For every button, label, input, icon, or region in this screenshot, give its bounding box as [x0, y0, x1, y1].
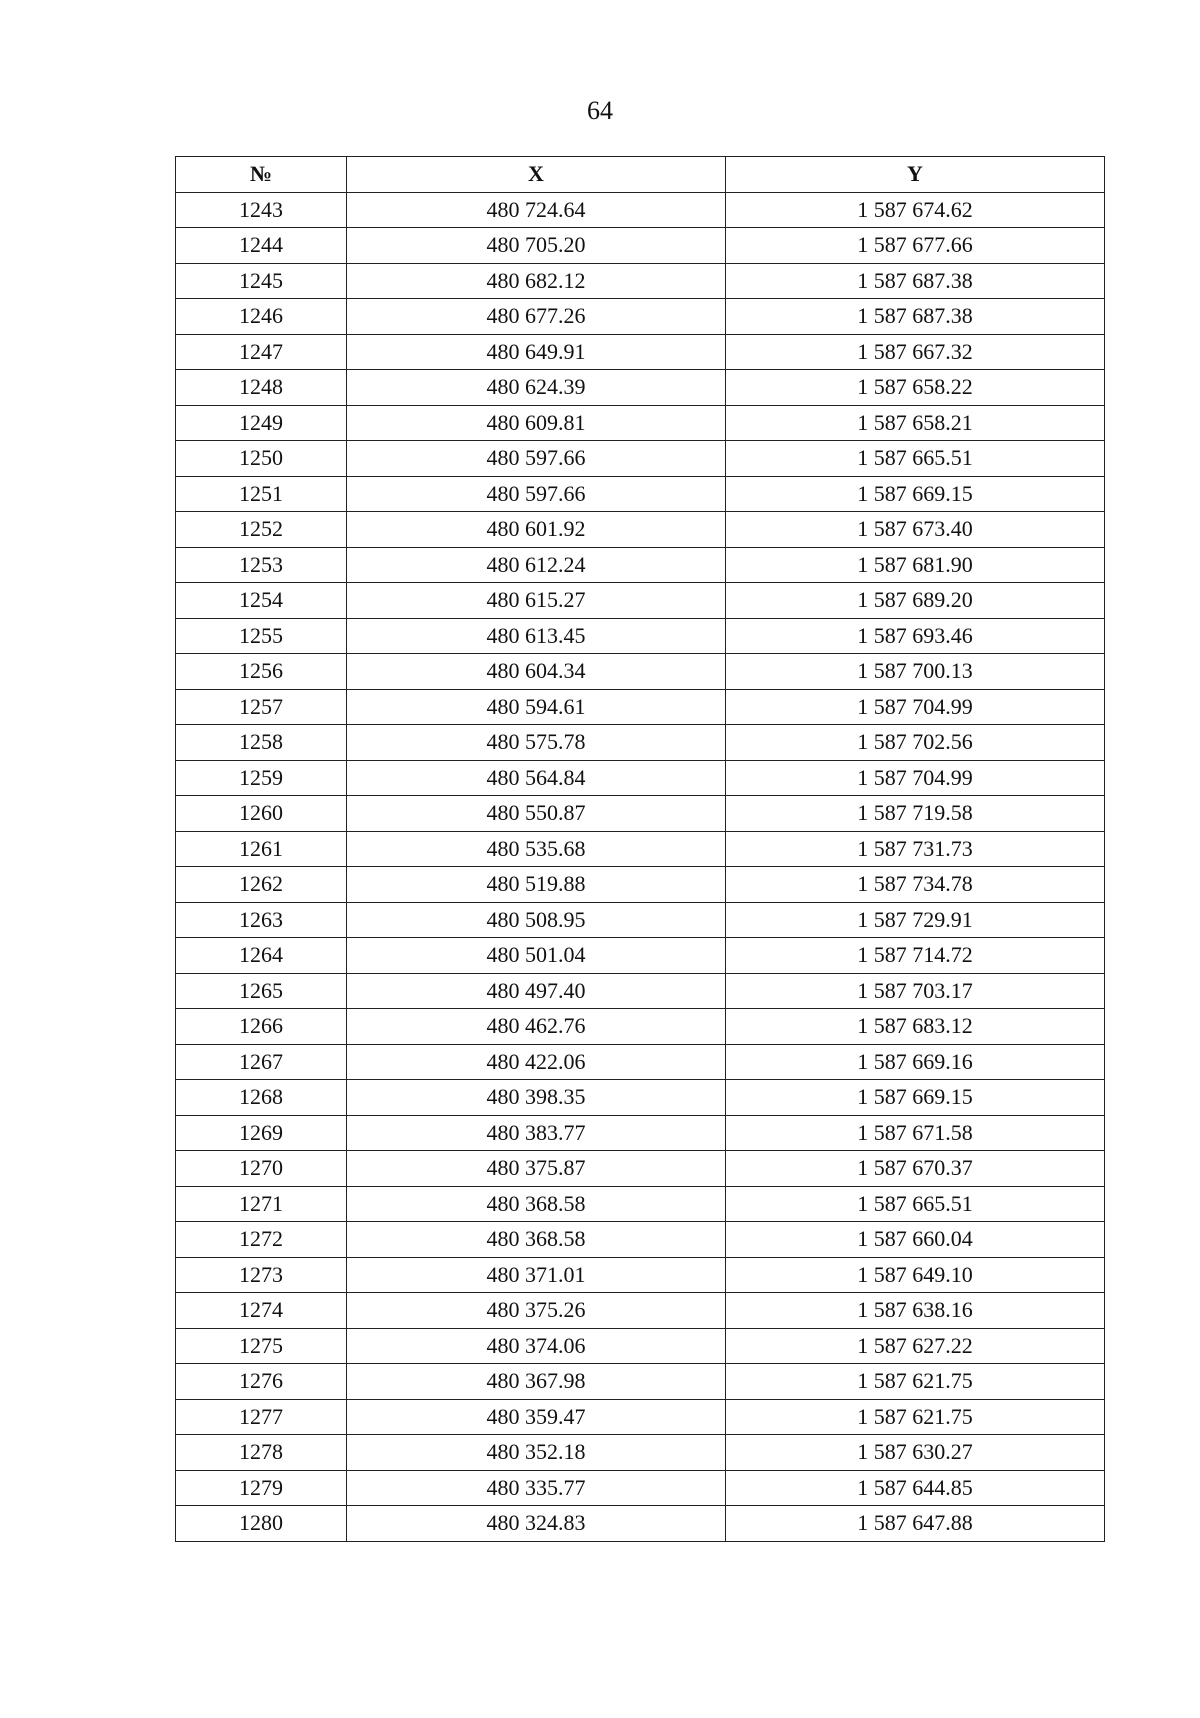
cell-y: 1 587 644.85 — [726, 1470, 1105, 1506]
cell-x: 480 575.78 — [347, 725, 726, 761]
table-row — [176, 1080, 1105, 1116]
cell-y: 1 587 621.75 — [726, 1364, 1105, 1400]
cell-number: 1252 — [176, 512, 347, 548]
header-y: Y — [726, 157, 1105, 193]
cell-x: 480 422.06 — [347, 1044, 726, 1080]
cell-x: 480 501.04 — [347, 938, 726, 974]
cell-y: 1 587 734.78 — [726, 867, 1105, 903]
cell-number: 1256 — [176, 654, 347, 690]
cell-y: 1 587 638.16 — [726, 1293, 1105, 1329]
cell-x: 480 497.40 — [347, 973, 726, 1009]
cell-y: 1 587 649.10 — [726, 1257, 1105, 1293]
cell-x: 480 677.26 — [347, 299, 726, 335]
table-row — [176, 228, 1105, 264]
cell-number: 1247 — [176, 334, 347, 370]
cell-y: 1 587 729.91 — [726, 902, 1105, 938]
cell-x: 480 649.91 — [347, 334, 726, 370]
cell-number: 1248 — [176, 370, 347, 406]
cell-y: 1 587 731.73 — [726, 831, 1105, 867]
cell-y: 1 587 703.17 — [726, 973, 1105, 1009]
cell-number: 1260 — [176, 796, 347, 832]
cell-number: 1270 — [176, 1151, 347, 1187]
cell-x: 480 383.77 — [347, 1115, 726, 1151]
cell-number: 1262 — [176, 867, 347, 903]
cell-x: 480 352.18 — [347, 1435, 726, 1471]
cell-y: 1 587 670.37 — [726, 1151, 1105, 1187]
cell-number: 1249 — [176, 405, 347, 441]
table-row — [176, 689, 1105, 725]
cell-number: 1257 — [176, 689, 347, 725]
cell-number: 1280 — [176, 1506, 347, 1542]
cell-x: 480 324.83 — [347, 1506, 726, 1542]
header-x: X — [347, 157, 726, 193]
cell-y: 1 587 669.15 — [726, 476, 1105, 512]
cell-number: 1246 — [176, 299, 347, 335]
table-row — [176, 1506, 1105, 1542]
cell-y: 1 587 719.58 — [726, 796, 1105, 832]
cell-y: 1 587 671.58 — [726, 1115, 1105, 1151]
cell-x: 480 613.45 — [347, 618, 726, 654]
table-row — [176, 1364, 1105, 1400]
cell-x: 480 624.39 — [347, 370, 726, 406]
cell-y: 1 587 627.22 — [726, 1328, 1105, 1364]
table-row — [176, 831, 1105, 867]
table-row — [176, 1151, 1105, 1187]
cell-number: 1254 — [176, 583, 347, 619]
cell-x: 480 604.34 — [347, 654, 726, 690]
cell-y: 1 587 647.88 — [726, 1506, 1105, 1542]
cell-x: 480 519.88 — [347, 867, 726, 903]
cell-number: 1278 — [176, 1435, 347, 1471]
table-row — [176, 1328, 1105, 1364]
cell-x: 480 398.35 — [347, 1080, 726, 1116]
cell-number: 1261 — [176, 831, 347, 867]
table-row — [176, 299, 1105, 335]
cell-y: 1 587 683.12 — [726, 1009, 1105, 1045]
cell-number: 1253 — [176, 547, 347, 583]
table-row — [176, 583, 1105, 619]
page-number: 64 — [587, 96, 613, 125]
cell-x: 480 601.92 — [347, 512, 726, 548]
cell-x: 480 375.26 — [347, 1293, 726, 1329]
cell-x: 480 564.84 — [347, 760, 726, 796]
coordinates-table — [175, 156, 1105, 1542]
cell-y: 1 587 704.99 — [726, 760, 1105, 796]
cell-number: 1264 — [176, 938, 347, 974]
cell-x: 480 724.64 — [347, 192, 726, 228]
table-row — [176, 547, 1105, 583]
cell-y: 1 587 630.27 — [726, 1435, 1105, 1471]
cell-x: 480 609.81 — [347, 405, 726, 441]
table-row — [176, 902, 1105, 938]
table-header-row — [176, 157, 1105, 193]
cell-y: 1 587 677.66 — [726, 228, 1105, 264]
table-row — [176, 654, 1105, 690]
table-row — [176, 1115, 1105, 1151]
cell-number: 1273 — [176, 1257, 347, 1293]
cell-number: 1244 — [176, 228, 347, 264]
cell-y: 1 587 689.20 — [726, 583, 1105, 619]
cell-x: 480 615.27 — [347, 583, 726, 619]
cell-number: 1259 — [176, 760, 347, 796]
cell-y: 1 587 667.32 — [726, 334, 1105, 370]
table-row — [176, 796, 1105, 832]
table-row — [176, 867, 1105, 903]
cell-number: 1271 — [176, 1186, 347, 1222]
cell-x: 480 462.76 — [347, 1009, 726, 1045]
cell-number: 1272 — [176, 1222, 347, 1258]
cell-number: 1266 — [176, 1009, 347, 1045]
cell-y: 1 587 702.56 — [726, 725, 1105, 761]
cell-number: 1255 — [176, 618, 347, 654]
cell-x: 480 368.58 — [347, 1186, 726, 1222]
table-row — [176, 1044, 1105, 1080]
cell-number: 1251 — [176, 476, 347, 512]
cell-x: 480 550.87 — [347, 796, 726, 832]
table-row — [176, 938, 1105, 974]
table-row — [176, 405, 1105, 441]
table-row — [176, 725, 1105, 761]
cell-number: 1276 — [176, 1364, 347, 1400]
cell-x: 480 374.06 — [347, 1328, 726, 1364]
table-row — [176, 1257, 1105, 1293]
table-row — [176, 476, 1105, 512]
table-row — [176, 334, 1105, 370]
cell-number: 1279 — [176, 1470, 347, 1506]
table-row — [176, 370, 1105, 406]
table-row — [176, 441, 1105, 477]
cell-y: 1 587 621.75 — [726, 1399, 1105, 1435]
cell-y: 1 587 674.62 — [726, 192, 1105, 228]
cell-x: 480 367.98 — [347, 1364, 726, 1400]
cell-number: 1245 — [176, 263, 347, 299]
cell-number: 1265 — [176, 973, 347, 1009]
table-row — [176, 1470, 1105, 1506]
table-row — [176, 618, 1105, 654]
cell-x: 480 705.20 — [347, 228, 726, 264]
table-row — [176, 1399, 1105, 1435]
cell-x: 480 535.68 — [347, 831, 726, 867]
cell-y: 1 587 704.99 — [726, 689, 1105, 725]
cell-x: 480 335.77 — [347, 1470, 726, 1506]
cell-y: 1 587 693.46 — [726, 618, 1105, 654]
cell-x: 480 368.58 — [347, 1222, 726, 1258]
cell-y: 1 587 687.38 — [726, 263, 1105, 299]
cell-y: 1 587 673.40 — [726, 512, 1105, 548]
table-row — [176, 760, 1105, 796]
cell-x: 480 612.24 — [347, 547, 726, 583]
table-row — [176, 1186, 1105, 1222]
cell-x: 480 597.66 — [347, 441, 726, 477]
cell-y: 1 587 658.21 — [726, 405, 1105, 441]
cell-y: 1 587 660.04 — [726, 1222, 1105, 1258]
cell-x: 480 594.61 — [347, 689, 726, 725]
cell-x: 480 371.01 — [347, 1257, 726, 1293]
table-row — [176, 1222, 1105, 1258]
cell-number: 1269 — [176, 1115, 347, 1151]
table-row — [176, 263, 1105, 299]
cell-x: 480 375.87 — [347, 1151, 726, 1187]
cell-y: 1 587 658.22 — [726, 370, 1105, 406]
table-row — [176, 512, 1105, 548]
cell-number: 1274 — [176, 1293, 347, 1329]
cell-y: 1 587 669.16 — [726, 1044, 1105, 1080]
table-row — [176, 1293, 1105, 1329]
cell-y: 1 587 665.51 — [726, 1186, 1105, 1222]
cell-number: 1277 — [176, 1399, 347, 1435]
table-row — [176, 1009, 1105, 1045]
cell-number: 1263 — [176, 902, 347, 938]
cell-number: 1250 — [176, 441, 347, 477]
cell-number: 1268 — [176, 1080, 347, 1116]
table-row — [176, 1435, 1105, 1471]
cell-number: 1258 — [176, 725, 347, 761]
table-row — [176, 973, 1105, 1009]
header-number: № — [176, 157, 347, 193]
cell-y: 1 587 681.90 — [726, 547, 1105, 583]
cell-x: 480 508.95 — [347, 902, 726, 938]
cell-x: 480 597.66 — [347, 476, 726, 512]
cell-y: 1 587 665.51 — [726, 441, 1105, 477]
cell-y: 1 587 669.15 — [726, 1080, 1105, 1116]
cell-x: 480 682.12 — [347, 263, 726, 299]
cell-x: 480 359.47 — [347, 1399, 726, 1435]
table-row — [176, 192, 1105, 228]
cell-y: 1 587 700.13 — [726, 654, 1105, 690]
cell-number: 1275 — [176, 1328, 347, 1364]
cell-number: 1243 — [176, 192, 347, 228]
cell-number: 1267 — [176, 1044, 347, 1080]
cell-y: 1 587 714.72 — [726, 938, 1105, 974]
cell-y: 1 587 687.38 — [726, 299, 1105, 335]
table-body — [176, 192, 1105, 1541]
